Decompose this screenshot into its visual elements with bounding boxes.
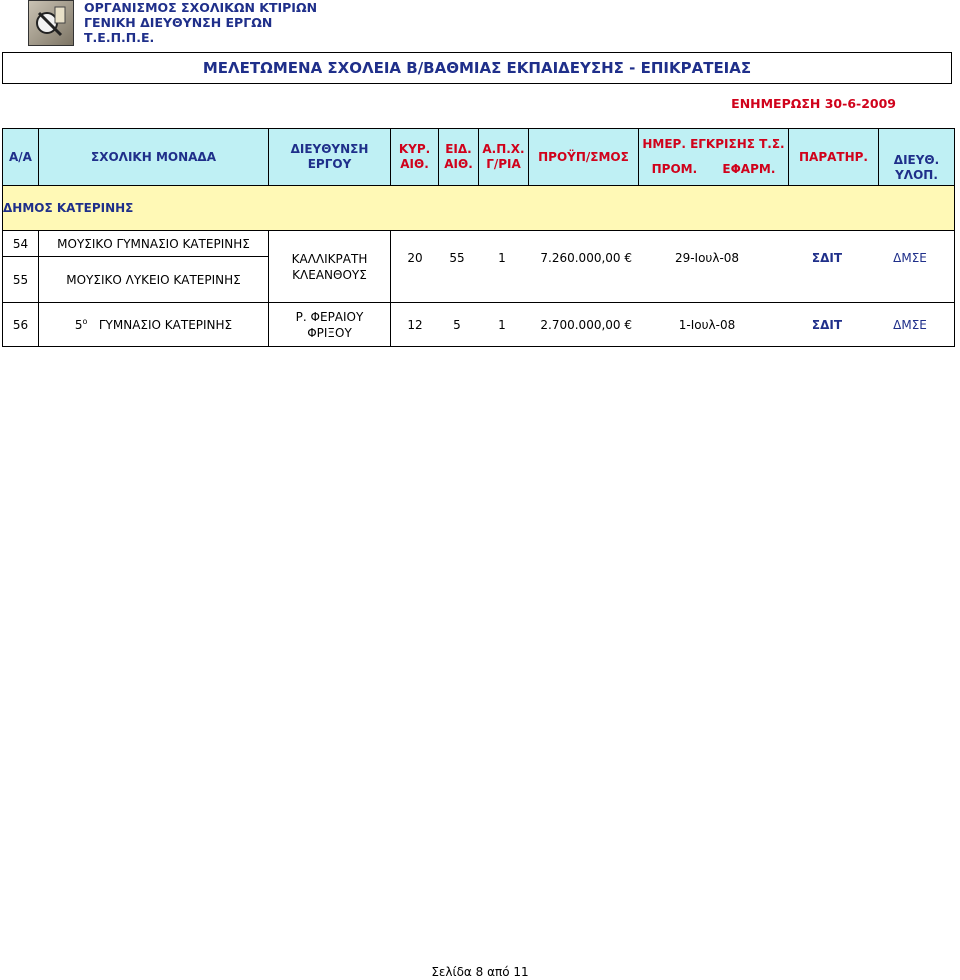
header-school: ΣΧΟΛΙΚΗ ΜΟΝΑΔΑ — [39, 129, 269, 186]
header-directorate: ΔΙΕΥΘΥΝΣΗ ΕΡΓΟΥ — [269, 129, 391, 186]
header-aa: Α/Α — [3, 129, 39, 186]
table-header — [3, 129, 955, 186]
org-department: Τ.Ε.Π.Π.Ε. — [84, 30, 155, 45]
project-details: 20 55 1 7.260.000,00 € 29-Ιουλ-08 ΣΔΙΤ ΔΜΣΕ — [391, 231, 955, 303]
org-name: ΟΡΓΑΝΙΣΜΟΣ ΣΧΟΛΙΚΩΝ ΚΤΙΡΙΩΝ — [84, 0, 318, 15]
table-row: 56 $5^o$ ΓΥΜΝΑΣΙΟ ΚΑΤΕΡΙΝΗΣ Ρ. ΦΕΡΑΙΟΥ ΦΡΙΞΟΥ 12 5 1 2.700.000,00 € 1-Ιουλ-08 ΣΔΙΤ ΔΜΣΕ — [3, 303, 955, 347]
organization-logo — [28, 0, 74, 46]
header-notes: ΠΑΡΑΤΗΡ. — [789, 129, 879, 186]
directorate-cell: ΚΑΛΛΙΚΡΑΤΗ ΚΛΕΑΝΘΟΥΣ — [269, 231, 391, 303]
update-date: ΕΝΗΜΕΡΩΣΗ 30-6-2009 — [731, 96, 896, 111]
page-title: ΜΕΛΕΤΩΜΕΝΑ ΣΧΟΛΕΙΑ Β/ΒΑΘΜΙΑΣ ΕΚΠΑΙΔΕΥΣΗΣ - ΕΠΙΚΡΑΤΕΙΑΣ — [2, 52, 952, 84]
municipality-row — [3, 186, 955, 231]
header-efarm: ΕΦΑΡΜ. — [722, 162, 776, 176]
page-number: Σελίδα 8 από 11 — [431, 965, 529, 979]
table-row: 55 ΜΟΥΣΙΚΟ ΛΥΚΕΙΟ ΚΑΤΕΡΙΝΗΣ — [3, 257, 955, 303]
header-kyr: ΚΥΡ. ΑΙΘ. — [391, 129, 439, 186]
header-budget: ΠΡΟΫΠ/ΣΜΟΣ — [529, 129, 639, 186]
header-eid: ΕΙΔ. ΑΙΘ. — [439, 129, 479, 186]
header-supervision: ΔΙΕΥΘ. ΥΛΟΠ. — [879, 129, 955, 186]
schools-table — [2, 128, 955, 347]
header-approval: ΗΜΕΡ. ΕΓΚΡΙΣΗΣ Τ.Σ. ΠΡΟΜ. ΕΦΑΡΜ. — [639, 129, 789, 186]
header-apx: Α.Π.Χ. Γ/ΡΙΑ — [479, 129, 529, 186]
municipality-name: ΔΗΜΟΣ ΚΑΤΕΡΙΝΗΣ — [3, 186, 955, 231]
table-row: 54 ΜΟΥΣΙΚΟ ΓΥΜΝΑΣΙΟ ΚΑΤΕΡΙΝΗΣ ΚΑΛΛΙΚΡΑΤΗ ΚΛΕΑΝΘΟΥΣ 20 55 1 7.260.000,00 € 29-Ιουλ-08 ΣΔΙΤ ΔΜΣΕ — [3, 231, 955, 257]
org-directorate: ΓΕΝΙΚΗ ΔΙΕΥΘΥΝΣΗ ΕΡΓΩΝ — [84, 15, 273, 30]
header-prom: ΠΡΟΜ. — [651, 162, 698, 176]
